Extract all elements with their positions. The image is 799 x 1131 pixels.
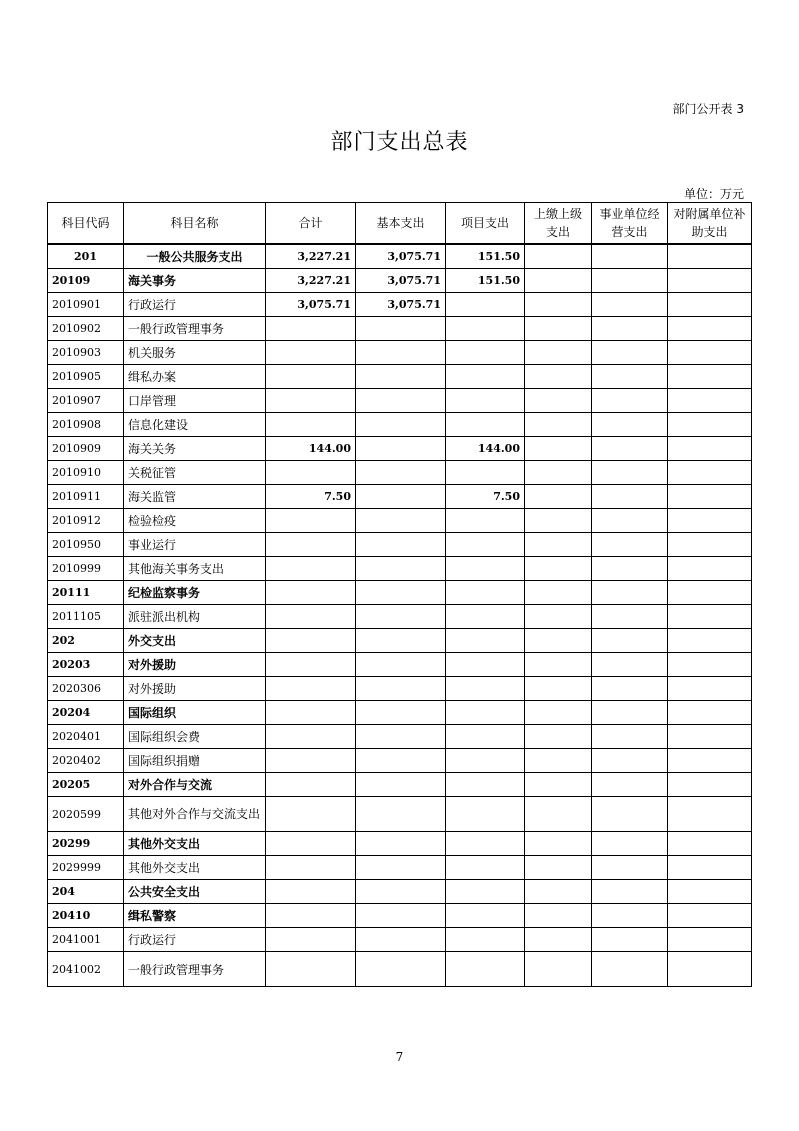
cell-business-operation	[592, 629, 668, 653]
table-row	[48, 629, 752, 653]
cell-total: 3,227.21	[266, 269, 356, 293]
cell-project	[446, 605, 525, 629]
table-row	[48, 341, 752, 365]
cell-code: 2010902	[48, 317, 124, 341]
cell-total	[266, 928, 356, 952]
table-row	[48, 677, 752, 701]
cell-total	[266, 904, 356, 928]
cell-remit-superior	[525, 389, 592, 413]
cell-basic	[356, 629, 446, 653]
cell-business-operation	[592, 389, 668, 413]
cell-total	[266, 317, 356, 341]
cell-business-operation	[592, 317, 668, 341]
cell-basic	[356, 653, 446, 677]
cell-basic	[356, 509, 446, 533]
table-row	[48, 485, 752, 509]
cell-remit-superior	[525, 293, 592, 317]
cell-name: 事业运行	[124, 533, 266, 557]
column-header-project: 项目支出	[446, 203, 525, 245]
cell-remit-superior	[525, 269, 592, 293]
cell-remit-superior	[525, 653, 592, 677]
cell-remit-superior	[525, 832, 592, 856]
cell-project	[446, 509, 525, 533]
cell-subsidy-affiliates	[668, 725, 752, 749]
unit-label: 单位：万元	[683, 187, 744, 201]
cell-business-operation	[592, 557, 668, 581]
cell-remit-superior	[525, 341, 592, 365]
cell-remit-superior	[525, 317, 592, 341]
cell-basic	[356, 605, 446, 629]
cell-code: 2010911	[48, 485, 124, 509]
cell-subsidy-affiliates	[668, 701, 752, 725]
cell-business-operation	[592, 293, 668, 317]
cell-remit-superior	[525, 773, 592, 797]
cell-code: 201	[48, 244, 124, 269]
cell-project	[446, 725, 525, 749]
cell-basic: 3,075.71	[356, 244, 446, 269]
cell-basic	[356, 749, 446, 773]
cell-remit-superior	[525, 928, 592, 952]
cell-subsidy-affiliates	[668, 928, 752, 952]
cell-business-operation	[592, 605, 668, 629]
cell-remit-superior	[525, 509, 592, 533]
cell-code: 2010903	[48, 341, 124, 365]
cell-code: 204	[48, 880, 124, 904]
cell-code: 2020402	[48, 749, 124, 773]
cell-remit-superior	[525, 725, 592, 749]
cell-project	[446, 365, 525, 389]
cell-subsidy-affiliates	[668, 317, 752, 341]
cell-total	[266, 605, 356, 629]
cell-project	[446, 856, 525, 880]
cell-project	[446, 773, 525, 797]
cell-business-operation	[592, 749, 668, 773]
cell-business-operation	[592, 581, 668, 605]
table-row	[48, 725, 752, 749]
cell-code: 2011105	[48, 605, 124, 629]
cell-code: 2041002	[48, 952, 124, 987]
table-row	[48, 269, 752, 293]
cell-subsidy-affiliates	[668, 880, 752, 904]
cell-basic	[356, 677, 446, 701]
cell-project	[446, 797, 525, 832]
cell-remit-superior	[525, 365, 592, 389]
cell-total	[266, 509, 356, 533]
cell-name: 海关关务	[124, 437, 266, 461]
cell-name: 缉私办案	[124, 365, 266, 389]
cell-subsidy-affiliates	[668, 557, 752, 581]
table-row	[48, 317, 752, 341]
cell-code: 2010907	[48, 389, 124, 413]
cell-name: 信息化建设	[124, 413, 266, 437]
cell-basic	[356, 773, 446, 797]
table-row	[48, 581, 752, 605]
cell-business-operation	[592, 880, 668, 904]
cell-subsidy-affiliates	[668, 581, 752, 605]
cell-total: 3,075.71	[266, 293, 356, 317]
cell-subsidy-affiliates	[668, 293, 752, 317]
cell-subsidy-affiliates	[668, 437, 752, 461]
cell-total: 3,227.21	[266, 244, 356, 269]
cell-name: 行政运行	[124, 928, 266, 952]
table-row	[48, 533, 752, 557]
cell-business-operation	[592, 509, 668, 533]
cell-name: 纪检监察事务	[124, 581, 266, 605]
cell-code: 20203	[48, 653, 124, 677]
cell-name: 对外合作与交流	[124, 773, 266, 797]
table-header-row	[48, 203, 752, 245]
cell-name: 检验检疫	[124, 509, 266, 533]
cell-remit-superior	[525, 485, 592, 509]
table-row	[48, 749, 752, 773]
cell-total	[266, 773, 356, 797]
cell-subsidy-affiliates	[668, 904, 752, 928]
cell-code: 2020401	[48, 725, 124, 749]
cell-remit-superior	[525, 557, 592, 581]
cell-total	[266, 557, 356, 581]
cell-code: 20111	[48, 581, 124, 605]
cell-project	[446, 928, 525, 952]
cell-business-operation	[592, 269, 668, 293]
cell-remit-superior	[525, 749, 592, 773]
cell-remit-superior	[525, 856, 592, 880]
cell-basic: 3,075.71	[356, 293, 446, 317]
cell-business-operation	[592, 856, 668, 880]
cell-code: 2010910	[48, 461, 124, 485]
cell-total: 7.50	[266, 485, 356, 509]
cell-total	[266, 856, 356, 880]
cell-project	[446, 317, 525, 341]
table-row	[48, 557, 752, 581]
cell-project: 7.50	[446, 485, 525, 509]
cell-business-operation	[592, 437, 668, 461]
table-row	[48, 928, 752, 952]
cell-total	[266, 629, 356, 653]
cell-business-operation	[592, 365, 668, 389]
cell-subsidy-affiliates	[668, 677, 752, 701]
cell-subsidy-affiliates	[668, 952, 752, 987]
cell-subsidy-affiliates	[668, 341, 752, 365]
cell-code: 20410	[48, 904, 124, 928]
cell-project	[446, 533, 525, 557]
table-row	[48, 653, 752, 677]
cell-name: 对外援助	[124, 677, 266, 701]
column-header-subsidy-affiliates: 对附属单位补助支出	[668, 203, 752, 245]
cell-business-operation	[592, 341, 668, 365]
cell-subsidy-affiliates	[668, 773, 752, 797]
cell-code: 2010909	[48, 437, 124, 461]
cell-basic	[356, 725, 446, 749]
cell-project	[446, 653, 525, 677]
cell-basic	[356, 797, 446, 832]
cell-total	[266, 461, 356, 485]
cell-project	[446, 952, 525, 987]
column-header-business-operation: 事业单位经营支出	[592, 203, 668, 245]
cell-subsidy-affiliates	[668, 629, 752, 653]
cell-project	[446, 629, 525, 653]
cell-basic	[356, 904, 446, 928]
cell-name: 派驻派出机构	[124, 605, 266, 629]
cell-remit-superior	[525, 461, 592, 485]
cell-project	[446, 749, 525, 773]
cell-subsidy-affiliates	[668, 389, 752, 413]
table-row	[48, 797, 752, 832]
cell-name: 缉私警察	[124, 904, 266, 928]
cell-basic	[356, 365, 446, 389]
cell-name: 海关事务	[124, 269, 266, 293]
cell-total	[266, 797, 356, 832]
table-label: 部门公开表 3	[672, 102, 744, 116]
cell-basic	[356, 461, 446, 485]
cell-code: 2010908	[48, 413, 124, 437]
cell-subsidy-affiliates	[668, 749, 752, 773]
cell-subsidy-affiliates	[668, 485, 752, 509]
cell-project	[446, 581, 525, 605]
cell-subsidy-affiliates	[668, 856, 752, 880]
cell-total	[266, 832, 356, 856]
cell-business-operation	[592, 461, 668, 485]
cell-business-operation	[592, 952, 668, 987]
cell-business-operation	[592, 725, 668, 749]
cell-name: 一般行政管理事务	[124, 952, 266, 987]
cell-business-operation	[592, 485, 668, 509]
cell-subsidy-affiliates	[668, 832, 752, 856]
cell-project	[446, 413, 525, 437]
cell-code: 2020306	[48, 677, 124, 701]
cell-name: 关税征管	[124, 461, 266, 485]
cell-code: 2010999	[48, 557, 124, 581]
table-row	[48, 880, 752, 904]
table-row	[48, 413, 752, 437]
cell-project	[446, 832, 525, 856]
cell-project	[446, 677, 525, 701]
cell-name: 行政运行	[124, 293, 266, 317]
cell-code: 2010950	[48, 533, 124, 557]
cell-code: 2010905	[48, 365, 124, 389]
cell-business-operation	[592, 797, 668, 832]
cell-total	[266, 749, 356, 773]
cell-project	[446, 701, 525, 725]
cell-code: 202	[48, 629, 124, 653]
cell-remit-superior	[525, 413, 592, 437]
cell-remit-superior	[525, 701, 592, 725]
cell-name: 其他对外合作与交流支出	[124, 797, 266, 832]
cell-name: 其他海关事务支出	[124, 557, 266, 581]
cell-total: 144.00	[266, 437, 356, 461]
expenditure-table	[47, 202, 752, 987]
cell-subsidy-affiliates	[668, 269, 752, 293]
cell-remit-superior	[525, 880, 592, 904]
cell-remit-superior	[525, 677, 592, 701]
cell-remit-superior	[525, 437, 592, 461]
cell-subsidy-affiliates	[668, 413, 752, 437]
cell-subsidy-affiliates	[668, 533, 752, 557]
table-row	[48, 904, 752, 928]
cell-business-operation	[592, 701, 668, 725]
cell-subsidy-affiliates	[668, 365, 752, 389]
cell-code: 2029999	[48, 856, 124, 880]
cell-basic	[356, 952, 446, 987]
cell-basic	[356, 832, 446, 856]
cell-name: 海关监管	[124, 485, 266, 509]
cell-subsidy-affiliates	[668, 605, 752, 629]
cell-project	[446, 341, 525, 365]
table-row	[48, 773, 752, 797]
cell-business-operation	[592, 904, 668, 928]
table-body	[48, 244, 752, 987]
cell-basic	[356, 581, 446, 605]
cell-code: 20204	[48, 701, 124, 725]
column-header-total: 合计	[266, 203, 356, 245]
cell-subsidy-affiliates	[668, 244, 752, 269]
page-title: 部门支出总表	[330, 130, 469, 155]
cell-code: 20205	[48, 773, 124, 797]
table-row	[48, 509, 752, 533]
table-row	[48, 832, 752, 856]
table-row	[48, 437, 752, 461]
table-row	[48, 244, 752, 269]
cell-code: 2041001	[48, 928, 124, 952]
cell-subsidy-affiliates	[668, 509, 752, 533]
cell-total	[266, 725, 356, 749]
cell-name: 公共安全支出	[124, 880, 266, 904]
cell-total	[266, 533, 356, 557]
cell-basic	[356, 856, 446, 880]
cell-name: 一般公共服务支出	[124, 244, 266, 269]
cell-business-operation	[592, 653, 668, 677]
page-number: 7	[395, 1050, 404, 1064]
cell-name: 其他外交支出	[124, 832, 266, 856]
cell-remit-superior	[525, 629, 592, 653]
table-row	[48, 856, 752, 880]
cell-name: 外交支出	[124, 629, 266, 653]
cell-code: 2020599	[48, 797, 124, 832]
column-header-basic: 基本支出	[356, 203, 446, 245]
cell-name: 其他外交支出	[124, 856, 266, 880]
cell-basic	[356, 389, 446, 413]
cell-business-operation	[592, 533, 668, 557]
cell-name: 一般行政管理事务	[124, 317, 266, 341]
table-row	[48, 605, 752, 629]
cell-subsidy-affiliates	[668, 653, 752, 677]
cell-basic	[356, 533, 446, 557]
column-header-name: 科目名称	[124, 203, 266, 245]
cell-basic	[356, 701, 446, 725]
cell-name: 国际组织捐赠	[124, 749, 266, 773]
cell-total	[266, 653, 356, 677]
cell-code: 20109	[48, 269, 124, 293]
table-row	[48, 389, 752, 413]
cell-basic	[356, 557, 446, 581]
cell-business-operation	[592, 773, 668, 797]
cell-remit-superior	[525, 533, 592, 557]
cell-project	[446, 904, 525, 928]
cell-total	[266, 341, 356, 365]
cell-project: 151.50	[446, 269, 525, 293]
table-row	[48, 701, 752, 725]
cell-remit-superior	[525, 605, 592, 629]
cell-total	[266, 413, 356, 437]
cell-business-operation	[592, 244, 668, 269]
cell-business-operation	[592, 677, 668, 701]
cell-basic	[356, 880, 446, 904]
cell-total	[266, 581, 356, 605]
cell-code: 2010912	[48, 509, 124, 533]
column-header-code: 科目代码	[48, 203, 124, 245]
column-header-remit-superior: 上缴上级支出	[525, 203, 592, 245]
cell-name: 口岸管理	[124, 389, 266, 413]
cell-remit-superior	[525, 244, 592, 269]
cell-remit-superior	[525, 952, 592, 987]
cell-total	[266, 365, 356, 389]
cell-remit-superior	[525, 797, 592, 832]
cell-basic	[356, 341, 446, 365]
cell-project	[446, 557, 525, 581]
cell-project	[446, 389, 525, 413]
cell-basic	[356, 437, 446, 461]
cell-name: 国际组织	[124, 701, 266, 725]
cell-subsidy-affiliates	[668, 797, 752, 832]
cell-basic	[356, 413, 446, 437]
cell-name: 机关服务	[124, 341, 266, 365]
cell-business-operation	[592, 928, 668, 952]
cell-total	[266, 677, 356, 701]
cell-remit-superior	[525, 581, 592, 605]
cell-name: 国际组织会费	[124, 725, 266, 749]
cell-total	[266, 389, 356, 413]
cell-project	[446, 461, 525, 485]
cell-business-operation	[592, 832, 668, 856]
cell-remit-superior	[525, 904, 592, 928]
cell-name: 对外援助	[124, 653, 266, 677]
cell-basic	[356, 928, 446, 952]
cell-basic: 3,075.71	[356, 269, 446, 293]
cell-total	[266, 952, 356, 987]
table-row	[48, 952, 752, 987]
cell-basic	[356, 317, 446, 341]
table-row	[48, 365, 752, 389]
cell-basic	[356, 485, 446, 509]
table-row	[48, 461, 752, 485]
table-row	[48, 293, 752, 317]
cell-total	[266, 701, 356, 725]
cell-project: 151.50	[446, 244, 525, 269]
cell-code: 20299	[48, 832, 124, 856]
cell-project	[446, 293, 525, 317]
cell-subsidy-affiliates	[668, 461, 752, 485]
cell-project: 144.00	[446, 437, 525, 461]
cell-total	[266, 880, 356, 904]
cell-project	[446, 880, 525, 904]
cell-business-operation	[592, 413, 668, 437]
cell-code: 2010901	[48, 293, 124, 317]
